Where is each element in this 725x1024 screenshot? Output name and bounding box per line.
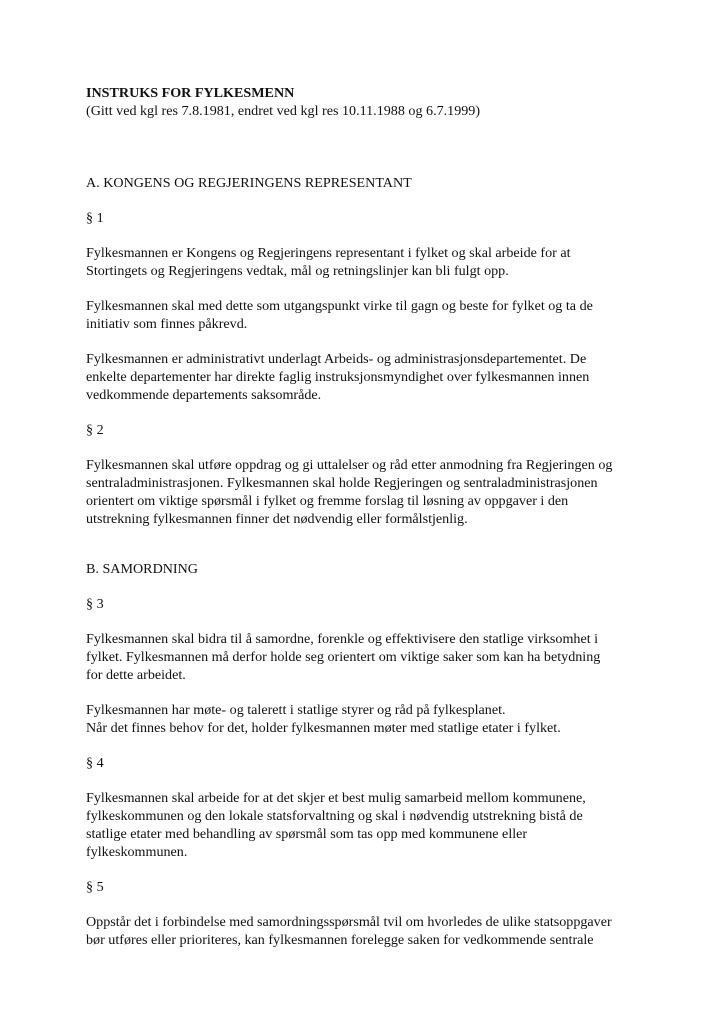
text-line: for dette arbeidet. <box>86 667 186 683</box>
paragraph-1-1 <box>86 244 666 280</box>
section-a-heading: A. KONGENS OG REGJERINGENS REPRESENTANT <box>86 175 412 191</box>
text-line: Fylkesmannen er administrativt underlagt Arbeids- og administrasjonsdepartementet. De <box>86 351 587 367</box>
text-line: vedkommende departements saksområde. <box>86 387 322 403</box>
paragraph-3-1 <box>86 630 666 684</box>
text-line: fylkeskommunen. <box>86 844 188 860</box>
document-subtitle: (Gitt ved kgl res 7.8.1981, endret ved kgl res 10.11.1988 og 6.7.1999) <box>86 103 481 119</box>
document-title: INSTRUKS FOR FYLKESMENN <box>86 85 295 101</box>
text-line: Oppstår det i forbindelse med samordningsspørsmål tvil om hvorledes de ulike statsoppgaver <box>86 914 612 930</box>
text-line: utstrekning fylkesmannen finner det nødvendig eller formålstjenlig. <box>86 511 468 527</box>
text-line: Fylkesmannen skal bidra til å samordne, forenkle og effektivisere den statlige virksomhet i <box>86 631 599 647</box>
paragraph-1-2 <box>86 297 666 333</box>
paragraph-number-4: § 4 <box>86 755 104 771</box>
text-line: statlige etater med behandling av spørsmål som tas opp med kommunene eller <box>86 826 528 842</box>
text-line: Fylkesmannen skal utføre oppdrag og gi uttalelser og råd etter anmodning fra Regjeringen og <box>86 457 613 473</box>
paragraph-number-1: § 1 <box>86 210 104 226</box>
text-line: Når det finnes behov for det, holder fylkesmannen møter med statlige etater i fylket. <box>86 720 561 736</box>
text-line: orientert om viktige spørsmål i fylket og fremme forslag til løsning av oppgaver i den <box>86 493 569 509</box>
paragraph-3-2 <box>86 701 666 737</box>
text-line: fylkeskommunen og den lokale statsforvaltning og skal i nødvendig utstrekning bistå de <box>86 808 583 824</box>
paragraph-2-1 <box>86 456 666 528</box>
text-line: Fylkesmannen skal arbeide for at det skjer et best mulig samarbeid mellom kommunene, <box>86 790 586 806</box>
paragraph-4-1 <box>86 789 666 861</box>
text-line: sentraladministrasjonen. Fylkesmannen skal holde Regjeringen og sentraladministrasjonen <box>86 475 598 491</box>
paragraph-number-2: § 2 <box>86 422 104 438</box>
document-header <box>86 84 666 120</box>
text-line: bør utføres eller prioriteres, kan fylkesmannen forelegge saken for vedkommende sentrale <box>86 932 594 948</box>
section-b-heading: B. SAMORDNING <box>86 561 198 577</box>
text-line: Fylkesmannen har møte- og talerett i statlige styrer og råd på fylkesplanet. <box>86 702 506 718</box>
text-line: fylket. Fylkesmannen må derfor holde seg orientert om viktige saker som kan ha betydning <box>86 649 601 665</box>
paragraph-1-3 <box>86 350 666 404</box>
text-line: initiativ som finnes påkrevd. <box>86 316 248 332</box>
paragraph-number-5: § 5 <box>86 879 104 895</box>
text-line: Stortingets og Regjeringens vedtak, mål og retningslinjer kan bli fulgt opp. <box>86 263 509 279</box>
text-line: Fylkesmannen skal med dette som utgangspunkt virke til gagn og beste for fylket og ta de <box>86 298 593 314</box>
paragraph-5-1 <box>86 913 666 949</box>
text-line: enkelte departementer har direkte faglig instruksjonsmyndighet over fylkesmannen innen <box>86 369 590 385</box>
document-page <box>86 84 666 949</box>
paragraph-number-3: § 3 <box>86 596 104 612</box>
text-line: Fylkesmannen er Kongens og Regjeringens representant i fylket og skal arbeide for at <box>86 245 571 261</box>
